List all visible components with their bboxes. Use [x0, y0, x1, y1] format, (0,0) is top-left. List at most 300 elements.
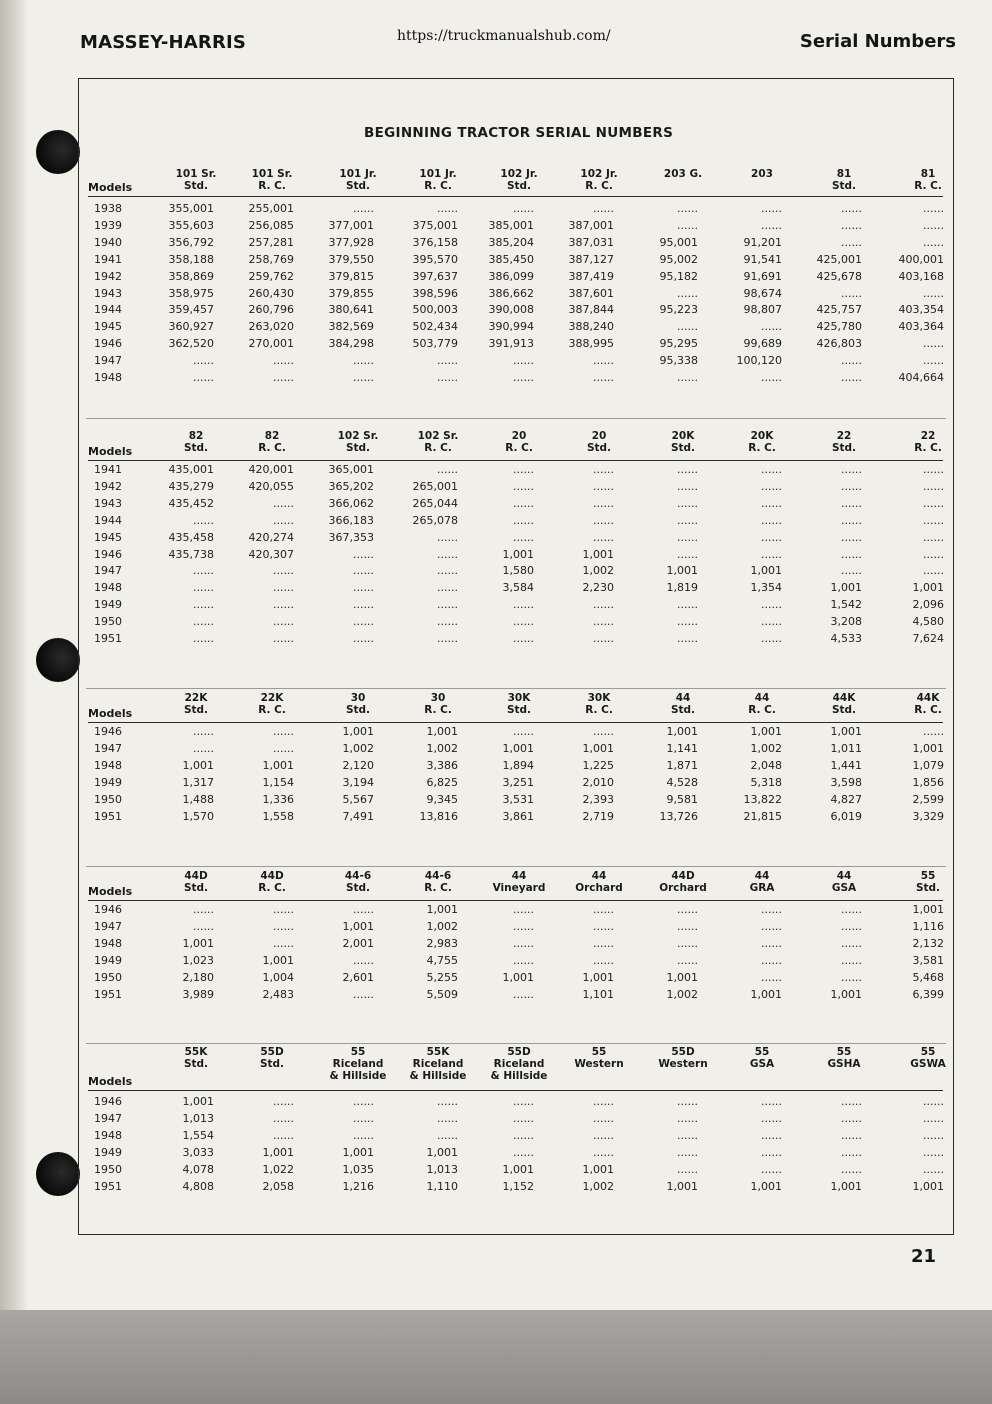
- serial-number-cell: ......: [841, 463, 862, 476]
- serial-number-cell: ......: [593, 1145, 614, 1159]
- serial-number-cell: 7,624: [912, 632, 944, 645]
- section-divider: [86, 688, 946, 689]
- serial-number-cell: ......: [437, 371, 458, 384]
- table-row: [86, 253, 946, 270]
- column-header: 44K: [832, 692, 856, 704]
- serial-number-cell: 2,120: [342, 758, 374, 772]
- serial-number-cell: ......: [353, 953, 374, 967]
- serial-number-cell: 360,927: [168, 320, 214, 334]
- model-year: 1947: [94, 919, 122, 933]
- model-year: 1949: [94, 953, 122, 967]
- serial-number-cell: 260,430: [248, 286, 294, 300]
- column-header: & Hillside: [409, 1070, 467, 1082]
- serial-number-cell: 379,815: [328, 269, 374, 283]
- serial-number-cell: 1,001: [582, 547, 614, 561]
- column-header: R. C.: [258, 882, 286, 894]
- serial-number-cell: ......: [677, 513, 698, 527]
- serial-number-cell: 3,989: [182, 987, 214, 1001]
- serial-number-cell: 435,458: [168, 530, 214, 544]
- column-header: 101 Jr.: [339, 168, 377, 180]
- serial-number-cell: ......: [677, 320, 698, 334]
- column-header: 44-6: [344, 870, 372, 882]
- serial-number-cell: ......: [923, 1162, 944, 1176]
- table-row: [86, 270, 946, 287]
- column-header: 55D: [507, 1046, 531, 1058]
- serial-number-cell: ......: [193, 632, 214, 645]
- model-year: 1942: [94, 269, 122, 283]
- serial-number-cell: 387,127: [568, 252, 614, 266]
- serial-number-cell: ......: [593, 463, 614, 476]
- table-row: [86, 219, 946, 236]
- brand-header: MASSEY-HARRIS: [80, 32, 247, 53]
- table-row: [86, 1112, 946, 1129]
- serial-number-cell: 1,001: [750, 725, 782, 738]
- serial-number-cell: 1,001: [262, 1145, 294, 1159]
- serial-number-cell: ......: [761, 371, 782, 384]
- column-header: 55: [591, 1046, 607, 1058]
- serial-number-cell: ......: [513, 371, 534, 384]
- binder-hole: [36, 638, 80, 682]
- serial-number-cell: ......: [761, 919, 782, 933]
- column-header: GSHA: [827, 1058, 861, 1070]
- serial-number-cell: 377,001: [328, 218, 374, 232]
- serial-number-cell: 367,353: [328, 530, 374, 544]
- section-title: Serial Numbers: [799, 31, 956, 52]
- column-header: 55: [836, 1046, 852, 1058]
- serial-number-cell: 259,762: [248, 269, 294, 283]
- table-row: [86, 810, 946, 827]
- serial-number-cell: ......: [273, 496, 294, 510]
- serial-number-cell: 400,001: [898, 252, 944, 266]
- serial-number-cell: ......: [353, 1128, 374, 1142]
- serial-number-cell: 270,001: [248, 337, 294, 351]
- serial-number-cell: 98,807: [743, 303, 782, 317]
- serial-number-cell: ......: [841, 218, 862, 232]
- serial-number-cell: ......: [513, 632, 534, 645]
- serial-number-cell: ......: [353, 987, 374, 1001]
- serial-number-cell: 1,001: [502, 970, 534, 984]
- serial-number-cell: 1,001: [750, 564, 782, 578]
- column-header: Vineyard: [492, 882, 546, 894]
- serial-number-cell: 3,531: [502, 792, 534, 806]
- serial-number-cell: 95,002: [659, 252, 698, 266]
- serial-number-cell: ......: [273, 564, 294, 578]
- model-year: 1946: [94, 547, 122, 561]
- model-year: 1950: [94, 1162, 122, 1176]
- serial-number-cell: ......: [437, 564, 458, 578]
- serial-number-cell: 263,020: [248, 320, 294, 334]
- serial-number-cell: 1,002: [426, 919, 458, 933]
- table-row: [86, 759, 946, 776]
- serial-number-cell: 1,001: [426, 903, 458, 916]
- serial-number-cell: 386,099: [488, 269, 534, 283]
- column-header: Std.: [345, 442, 371, 454]
- serial-number-cell: 356,792: [168, 235, 214, 249]
- serial-number-cell: ......: [437, 202, 458, 215]
- model-year: 1945: [94, 320, 122, 334]
- serial-number-cell: ......: [677, 953, 698, 967]
- serial-number-cell: 1,022: [262, 1162, 294, 1176]
- serial-number-cell: ......: [841, 513, 862, 527]
- serial-number-cell: 4,528: [666, 775, 698, 789]
- column-header: & Hillside: [329, 1070, 387, 1082]
- serial-number-cell: 4,827: [830, 792, 862, 806]
- serial-number-cell: ......: [193, 919, 214, 933]
- serial-number-cell: ......: [273, 936, 294, 950]
- column-header: Std.: [183, 882, 209, 894]
- column-header: 20: [511, 430, 527, 442]
- serial-number-cell: 1,013: [426, 1162, 458, 1176]
- serial-number-cell: 7,491: [342, 809, 374, 823]
- serial-number-cell: 91,541: [743, 252, 782, 266]
- serial-number-cell: ......: [513, 1111, 534, 1125]
- serial-number-cell: ......: [593, 202, 614, 215]
- serial-number-cell: ......: [193, 371, 214, 384]
- serial-number-cell: ......: [677, 903, 698, 916]
- serial-number-cell: ......: [353, 632, 374, 645]
- column-header: Western: [574, 1058, 624, 1070]
- serial-number-cell: ......: [841, 202, 862, 215]
- serial-number-cell: 391,913: [488, 337, 534, 351]
- serial-number-cell: 3,584: [502, 581, 534, 595]
- serial-number-cell: ......: [841, 1162, 862, 1176]
- serial-number-cell: ......: [193, 741, 214, 755]
- serial-number-cell: ......: [841, 235, 862, 249]
- column-header: R. C.: [424, 442, 452, 454]
- serial-number-cell: ......: [841, 564, 862, 578]
- model-year: 1948: [94, 1128, 122, 1142]
- serial-table-block: [86, 870, 946, 1010]
- serial-number-cell: 99,689: [743, 337, 782, 351]
- model-year: 1948: [94, 581, 122, 595]
- model-year: 1946: [94, 903, 122, 916]
- serial-number-cell: 257,281: [248, 235, 294, 249]
- serial-number-cell: ......: [923, 496, 944, 510]
- serial-number-cell: 1,001: [830, 987, 862, 1001]
- serial-number-cell: ......: [677, 1162, 698, 1176]
- model-year: 1949: [94, 598, 122, 612]
- serial-number-cell: 2,601: [342, 970, 374, 984]
- serial-number-cell: 1,001: [502, 547, 534, 561]
- table-row: [86, 954, 946, 971]
- serial-number-cell: ......: [513, 513, 534, 527]
- serial-number-cell: 1,001: [342, 1145, 374, 1159]
- model-year: 1950: [94, 792, 122, 806]
- model-year: 1950: [94, 970, 122, 984]
- serial-number-cell: ......: [923, 1111, 944, 1125]
- scanner-background: [0, 1310, 992, 1404]
- serial-number-cell: 377,928: [328, 235, 374, 249]
- serial-number-cell: ......: [677, 1145, 698, 1159]
- serial-number-cell: ......: [193, 598, 214, 612]
- serial-number-cell: ......: [193, 354, 214, 368]
- serial-number-cell: 398,596: [412, 286, 458, 300]
- serial-number-cell: 425,757: [816, 303, 862, 317]
- serial-number-cell: 9,581: [666, 792, 698, 806]
- serial-number-cell: 1,001: [262, 953, 294, 967]
- table-row: [86, 1129, 946, 1146]
- serial-number-cell: 1,001: [830, 725, 862, 738]
- column-header: 55K: [184, 1046, 208, 1058]
- serial-number-cell: 1,002: [582, 1179, 614, 1193]
- serial-number-cell: 386,662: [488, 286, 534, 300]
- serial-number-cell: 1,216: [342, 1179, 374, 1193]
- model-year: 1948: [94, 371, 122, 384]
- serial-number-cell: 2,058: [262, 1179, 294, 1193]
- serial-number-cell: 1,079: [912, 758, 944, 772]
- column-header: 101 Jr.: [419, 168, 457, 180]
- serial-number-cell: ......: [677, 496, 698, 510]
- serial-number-cell: ......: [273, 741, 294, 755]
- model-year: 1946: [94, 337, 122, 351]
- serial-number-cell: 384,298: [328, 337, 374, 351]
- serial-number-cell: ......: [193, 581, 214, 595]
- serial-number-cell: ......: [923, 1095, 944, 1108]
- serial-number-cell: 502,434: [412, 320, 458, 334]
- table-row: [86, 1163, 946, 1180]
- column-header: 20K: [750, 430, 774, 442]
- column-header: R. C.: [748, 442, 776, 454]
- table-row: [86, 320, 946, 337]
- serial-number-cell: 1,001: [750, 987, 782, 1001]
- serial-number-cell: ......: [353, 1111, 374, 1125]
- serial-number-cell: ......: [841, 970, 862, 984]
- serial-number-cell: ......: [677, 463, 698, 476]
- serial-number-cell: ......: [841, 1111, 862, 1125]
- section-divider: [86, 418, 946, 419]
- serial-number-cell: 1,002: [342, 741, 374, 755]
- model-year: 1948: [94, 936, 122, 950]
- serial-number-cell: 358,975: [168, 286, 214, 300]
- column-header: 22K: [260, 692, 284, 704]
- binder-hole: [36, 130, 80, 174]
- serial-number-cell: 1,001: [182, 758, 214, 772]
- serial-number-cell: ......: [593, 513, 614, 527]
- serial-number-cell: 387,601: [568, 286, 614, 300]
- serial-number-cell: 387,031: [568, 235, 614, 249]
- serial-number-cell: 255,001: [248, 202, 294, 215]
- serial-table-block: [86, 168, 946, 394]
- serial-number-cell: 379,855: [328, 286, 374, 300]
- serial-number-cell: 4,808: [182, 1179, 214, 1193]
- serial-number-cell: 1,035: [342, 1162, 374, 1176]
- serial-number-cell: 420,274: [248, 530, 294, 544]
- column-header: GSWA: [910, 1058, 946, 1070]
- serial-number-cell: 1,894: [502, 758, 534, 772]
- serial-number-cell: ......: [273, 1111, 294, 1125]
- serial-number-cell: 265,001: [412, 479, 458, 493]
- column-header: Western: [658, 1058, 708, 1070]
- table-row: [86, 581, 946, 598]
- serial-number-cell: 1,001: [582, 970, 614, 984]
- table-row: [86, 1095, 946, 1112]
- serial-number-cell: ......: [677, 632, 698, 645]
- serial-number-cell: 4,078: [182, 1162, 214, 1176]
- serial-number-cell: ......: [437, 354, 458, 368]
- serial-number-cell: ......: [761, 1095, 782, 1108]
- column-header: 44D: [671, 870, 695, 882]
- serial-number-cell: ......: [761, 936, 782, 950]
- table-row: [86, 776, 946, 793]
- model-year: 1944: [94, 513, 122, 527]
- serial-number-cell: 375,001: [412, 218, 458, 232]
- serial-number-cell: ......: [513, 463, 534, 476]
- column-header: 44K: [916, 692, 940, 704]
- serial-number-cell: ......: [761, 320, 782, 334]
- serial-number-cell: ......: [273, 919, 294, 933]
- model-year: 1941: [94, 463, 122, 476]
- serial-number-cell: 1,001: [666, 725, 698, 738]
- serial-number-cell: ......: [437, 632, 458, 645]
- serial-number-cell: 1,002: [582, 564, 614, 578]
- serial-number-cell: ......: [761, 632, 782, 645]
- serial-number-cell: 403,168: [898, 269, 944, 283]
- serial-number-cell: ......: [353, 202, 374, 215]
- serial-number-cell: ......: [761, 547, 782, 561]
- serial-number-cell: 1,441: [830, 758, 862, 772]
- serial-number-cell: ......: [761, 615, 782, 629]
- serial-number-cell: 1,871: [666, 758, 698, 772]
- column-header: R. C.: [424, 180, 452, 192]
- column-header: Std.: [670, 704, 696, 716]
- serial-number-cell: ......: [437, 581, 458, 595]
- column-header: 102 Jr.: [580, 168, 618, 180]
- models-label: Models: [88, 181, 133, 194]
- column-header: 101 Sr.: [251, 168, 293, 180]
- column-header: 55: [920, 1046, 936, 1058]
- serial-number-cell: 365,202: [328, 479, 374, 493]
- column-header: 44D: [184, 870, 208, 882]
- binder-hole: [36, 1152, 80, 1196]
- serial-number-cell: ......: [437, 463, 458, 476]
- serial-number-cell: 435,452: [168, 496, 214, 510]
- serial-number-cell: 1,004: [262, 970, 294, 984]
- column-header: 44-6: [424, 870, 452, 882]
- models-label: Models: [88, 707, 133, 720]
- serial-number-cell: ......: [593, 725, 614, 738]
- serial-number-cell: ......: [841, 936, 862, 950]
- column-header: Std.: [586, 442, 612, 454]
- serial-number-cell: 1,001: [582, 741, 614, 755]
- serial-number-cell: 395,570: [412, 252, 458, 266]
- column-header: Std.: [345, 882, 371, 894]
- serial-number-cell: 260,796: [248, 303, 294, 317]
- serial-number-cell: ......: [761, 496, 782, 510]
- serial-number-cell: 1,001: [342, 725, 374, 738]
- serial-number-cell: 1,152: [502, 1179, 534, 1193]
- serial-number-cell: ......: [593, 371, 614, 384]
- serial-number-cell: 1,001: [750, 1179, 782, 1193]
- serial-number-cell: 5,318: [750, 775, 782, 789]
- serial-number-cell: ......: [841, 547, 862, 561]
- serial-number-cell: 387,419: [568, 269, 614, 283]
- serial-number-cell: 1,317: [182, 775, 214, 789]
- serial-number-cell: ......: [677, 530, 698, 544]
- serial-number-cell: ......: [923, 513, 944, 527]
- serial-number-cell: 2,483: [262, 987, 294, 1001]
- header-rule: [88, 460, 943, 461]
- serial-number-cell: 1,336: [262, 792, 294, 806]
- serial-number-cell: ......: [761, 202, 782, 215]
- serial-table-block: [86, 1046, 946, 1202]
- serial-number-cell: ......: [273, 615, 294, 629]
- serial-number-cell: 425,678: [816, 269, 862, 283]
- model-year: 1951: [94, 809, 122, 823]
- serial-number-cell: ......: [923, 1128, 944, 1142]
- serial-number-cell: ......: [593, 903, 614, 916]
- serial-number-cell: 2,096: [912, 598, 944, 612]
- serial-number-cell: ......: [761, 1128, 782, 1142]
- serial-number-cell: 1,101: [582, 987, 614, 1001]
- serial-number-cell: 3,581: [912, 953, 944, 967]
- serial-number-cell: ......: [353, 1095, 374, 1108]
- serial-number-cell: 256,085: [248, 218, 294, 232]
- serial-number-cell: ......: [923, 463, 944, 476]
- serial-number-cell: ......: [923, 725, 944, 738]
- serial-number-cell: 426,803: [816, 337, 862, 351]
- table-row: [86, 793, 946, 810]
- serial-number-cell: ......: [761, 1162, 782, 1176]
- serial-number-cell: ......: [353, 547, 374, 561]
- serial-number-cell: 358,869: [168, 269, 214, 283]
- column-header: 44D: [260, 870, 284, 882]
- serial-number-cell: ......: [437, 615, 458, 629]
- serial-number-cell: 390,994: [488, 320, 534, 334]
- serial-number-cell: ......: [841, 496, 862, 510]
- serial-number-cell: ......: [353, 371, 374, 384]
- serial-number-cell: ......: [353, 903, 374, 916]
- column-header: R. C.: [258, 442, 286, 454]
- serial-number-cell: ......: [593, 530, 614, 544]
- models-label: Models: [88, 445, 133, 458]
- serial-number-cell: 1,542: [830, 598, 862, 612]
- column-header: 81: [920, 168, 936, 180]
- serial-number-cell: 95,223: [659, 303, 698, 317]
- serial-number-cell: 98,674: [743, 286, 782, 300]
- column-header: 55D: [671, 1046, 695, 1058]
- page-title: BEGINNING TRACTOR SERIAL NUMBERS: [364, 125, 674, 141]
- serial-number-cell: ......: [761, 513, 782, 527]
- table-row: [86, 480, 946, 497]
- column-header: 22K: [184, 692, 208, 704]
- serial-number-cell: 1,001: [502, 1162, 534, 1176]
- serial-number-cell: ......: [677, 936, 698, 950]
- serial-number-cell: 265,044: [412, 496, 458, 510]
- table-row: [86, 1146, 946, 1163]
- column-header: Std.: [259, 1058, 285, 1070]
- serial-number-cell: ......: [437, 1111, 458, 1125]
- column-header: GSA: [749, 1058, 775, 1070]
- serial-number-cell: ......: [273, 371, 294, 384]
- column-header: 55: [350, 1046, 366, 1058]
- column-header: 82: [264, 430, 280, 442]
- serial-number-cell: ......: [761, 1111, 782, 1125]
- serial-number-cell: ......: [353, 354, 374, 368]
- serial-number-cell: 435,738: [168, 547, 214, 561]
- model-year: 1942: [94, 479, 122, 493]
- model-year: 1951: [94, 1179, 122, 1193]
- serial-number-cell: 385,001: [488, 218, 534, 232]
- serial-number-cell: 1,488: [182, 792, 214, 806]
- serial-number-cell: ......: [761, 463, 782, 476]
- column-header: Std.: [345, 704, 371, 716]
- serial-number-cell: 1,354: [750, 581, 782, 595]
- table-row: [86, 598, 946, 615]
- serial-number-cell: ......: [193, 903, 214, 916]
- serial-number-cell: 387,844: [568, 303, 614, 317]
- serial-number-cell: ......: [841, 919, 862, 933]
- serial-number-cell: ......: [761, 970, 782, 984]
